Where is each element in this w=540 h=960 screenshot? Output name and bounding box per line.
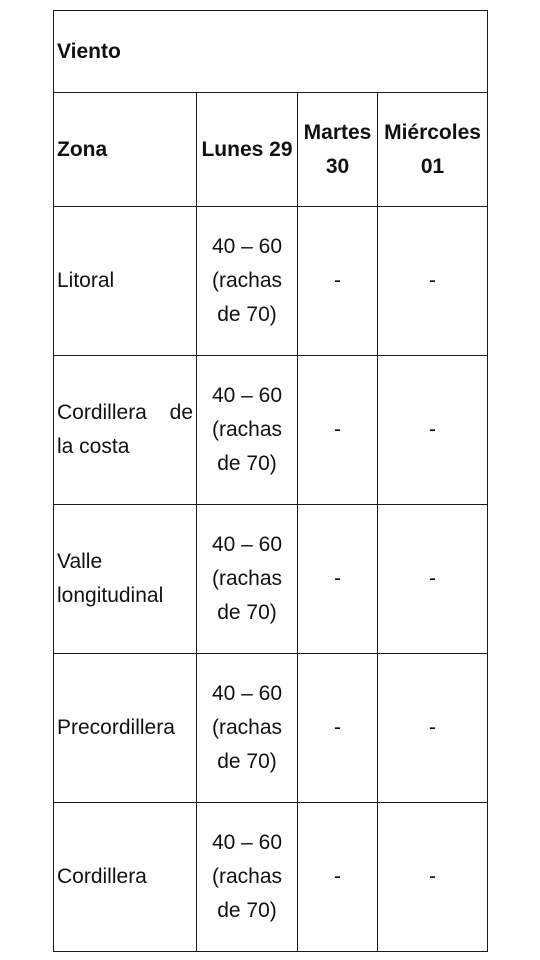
table-row xyxy=(54,356,488,505)
zona-cell: Valle longitudinal xyxy=(54,505,197,654)
miercoles-cell: - xyxy=(378,654,488,803)
header-miercoles: Miércoles 01 xyxy=(378,93,488,207)
header-martes: Martes 30 xyxy=(298,93,378,207)
table-title-row xyxy=(54,11,488,93)
miercoles-cell: - xyxy=(378,505,488,654)
table-row xyxy=(54,654,488,803)
lunes-cell: 40 – 60 (rachas de 70) xyxy=(197,356,298,505)
lunes-cell: 40 – 60 (rachas de 70) xyxy=(197,654,298,803)
lunes-cell: 40 – 60 (rachas de 70) xyxy=(197,505,298,654)
table-row xyxy=(54,803,488,952)
table-row xyxy=(54,207,488,356)
zona-cell: Cordillera xyxy=(54,803,197,952)
martes-cell: - xyxy=(298,356,378,505)
martes-cell: - xyxy=(298,207,378,356)
table-title: Viento xyxy=(54,11,488,93)
header-zona: Zona xyxy=(54,93,197,207)
miercoles-cell: - xyxy=(378,207,488,356)
zona-cell: Litoral xyxy=(54,207,197,356)
martes-cell: - xyxy=(298,803,378,952)
martes-cell: - xyxy=(298,654,378,803)
zona-cell: Cordillera de la costa xyxy=(54,356,197,505)
miercoles-cell: - xyxy=(378,803,488,952)
table-header-row xyxy=(54,93,488,207)
wind-forecast-table xyxy=(53,10,488,952)
martes-cell: - xyxy=(298,505,378,654)
table-row xyxy=(54,505,488,654)
lunes-cell: 40 – 60 (rachas de 70) xyxy=(197,207,298,356)
lunes-cell: 40 – 60 (rachas de 70) xyxy=(197,803,298,952)
header-lunes: Lunes 29 xyxy=(197,93,298,207)
miercoles-cell: - xyxy=(378,356,488,505)
zona-cell: Precordillera xyxy=(54,654,197,803)
